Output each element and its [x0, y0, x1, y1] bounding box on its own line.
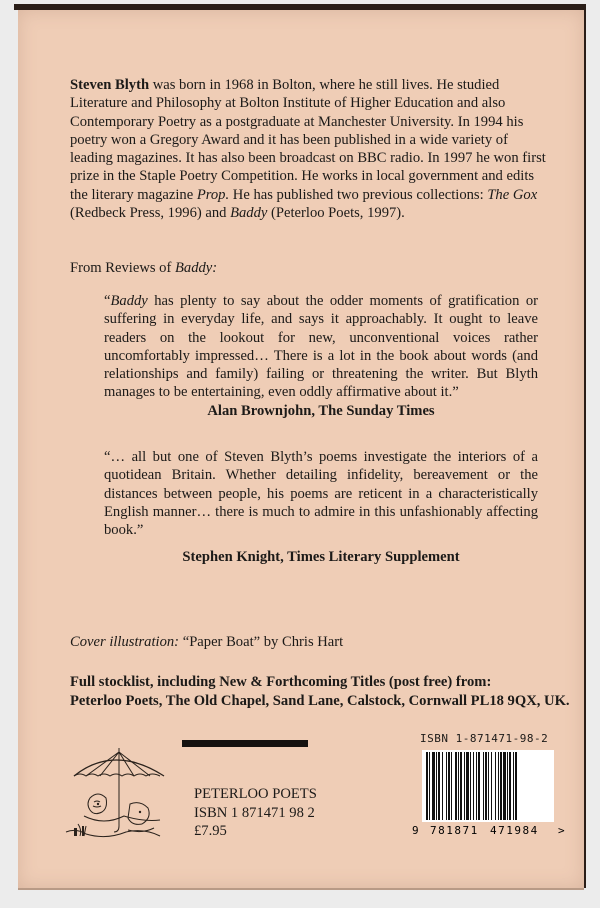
book-title: Baddy — [230, 205, 268, 222]
review-attribution: Stephen Knight, Times Literary Supplement — [182, 549, 460, 566]
reviews-heading — [70, 260, 217, 277]
author-name: Steven Blyth — [70, 77, 150, 93]
credit-text: “Paper Boat” by Chris Hart — [179, 634, 344, 650]
stockist-info — [70, 673, 570, 711]
bio-text: (Redbeck Press, 1996) and — [70, 205, 231, 222]
barcode-bar — [438, 752, 440, 820]
barcode-isbn-label: ISBN 1-871471-98-2 — [420, 732, 549, 745]
barcode-bar — [495, 752, 496, 820]
barcode-bar — [426, 752, 428, 820]
barcode-end-mark: > — [558, 824, 565, 837]
barcode-bar — [436, 752, 437, 820]
barcode-bar — [470, 752, 471, 820]
barcode-bar — [460, 752, 462, 820]
barcode-bar — [464, 752, 465, 820]
cover-illustration-credit — [70, 634, 343, 651]
barcode-bar — [466, 752, 469, 820]
barcode-bar — [476, 752, 477, 820]
barcode-first-digit: 9 — [412, 824, 419, 837]
barcode-bar — [473, 752, 474, 820]
barcode-bar — [513, 752, 514, 820]
quote-book-title: Baddy — [110, 293, 148, 309]
quote-mark: “ — [104, 293, 111, 309]
review-quote — [104, 292, 538, 420]
barcode-left-digits: 781871 — [430, 824, 479, 837]
review-attribution: Alan Brownjohn, The Sunday Times — [207, 402, 435, 419]
barcode-bar — [458, 752, 459, 820]
publisher-isbn: ISBN 1 871471 98 2 — [194, 804, 315, 821]
magazine-title: Prop. — [196, 186, 230, 203]
barcode-bar — [509, 752, 511, 820]
barcode-bar — [483, 752, 484, 820]
barcode-bar — [488, 752, 489, 820]
barcode-bar — [503, 752, 506, 820]
stockist-line: Full stocklist, including New & Forthcoming Titles (post free) from: — [70, 674, 492, 690]
barcode-right-digits: 471984 — [490, 824, 539, 837]
reviews-heading-prefix: From Reviews of — [70, 260, 175, 276]
barcode-bar — [507, 752, 508, 820]
author-bio — [70, 76, 550, 222]
review-quote — [104, 448, 538, 567]
barcode-bar — [429, 752, 430, 820]
divider-bar — [182, 740, 308, 747]
bio-text: was born in 1968 in Bolton, where he still lives. He studied Literature and Philosophy at Bolton Institute of Higher Education and also Contemporary Poetry as a postgraduate at Manchester University. In 1994 his poetry won a Gregory Award and it has been published in a wide variety of leading magazines. It has also been broadcast on BBC radio. In 1997 he won first prize in the Staple Poetry Competition. He works in local government and edits the literary magazine — [70, 77, 546, 203]
stockist-address: Peterloo Poets, The Old Chapel, Sand Lane, Calstock, Cornwall PL18 9QX, UK. — [70, 693, 570, 709]
quote-text: “… all but one of Steven Blyth’s poems investigate the interiors of a quotidean Britain. Whether detailing infidelity, bereavement or the distances between people, his poems are reticent in a characteristically English manner… there is much to admire in this unfashionably affecting book.” — [104, 449, 538, 539]
barcode-bar — [432, 752, 435, 820]
quote-text: has plenty to say about the odder moments of gratification or suffering in everyday life, and says it approachably. It ought to leave readers on the lookout for new, unconventional voices rather uncomfortably impressed… There is a lot in the book about words (and relationships and family) failing or threatening the writer. But Blyth manages to be entertaining, even oddly affirmative about it.” — [104, 293, 538, 401]
price: £7.95 — [194, 823, 227, 839]
barcode-bar — [478, 752, 480, 820]
barcode-bar — [455, 752, 457, 820]
barcode-bar — [498, 752, 499, 820]
isbn-barcode — [408, 732, 568, 840]
book-back-cover — [18, 10, 584, 888]
barcode-bar — [491, 752, 492, 820]
barcode-bar — [515, 752, 517, 820]
publisher-info — [194, 785, 317, 841]
bio-text: He has published two previous collections: — [229, 186, 488, 203]
barcode-bar — [451, 752, 452, 820]
umbrella-logo-icon — [60, 746, 168, 842]
reviews-heading-title: Baddy: — [175, 260, 218, 276]
barcode-bar — [442, 752, 443, 820]
book-title: The Gox — [487, 186, 538, 203]
barcode-bar — [448, 752, 450, 820]
barcode-icon — [408, 750, 568, 840]
barcode-bar — [500, 752, 502, 820]
barcode-bar — [446, 752, 447, 820]
publisher-name: PETERLOO POETS — [194, 786, 317, 802]
bio-text: (Peterloo Poets, 1997). — [267, 205, 405, 222]
barcode-bar — [485, 752, 487, 820]
credit-label: Cover illustration: — [70, 634, 180, 650]
